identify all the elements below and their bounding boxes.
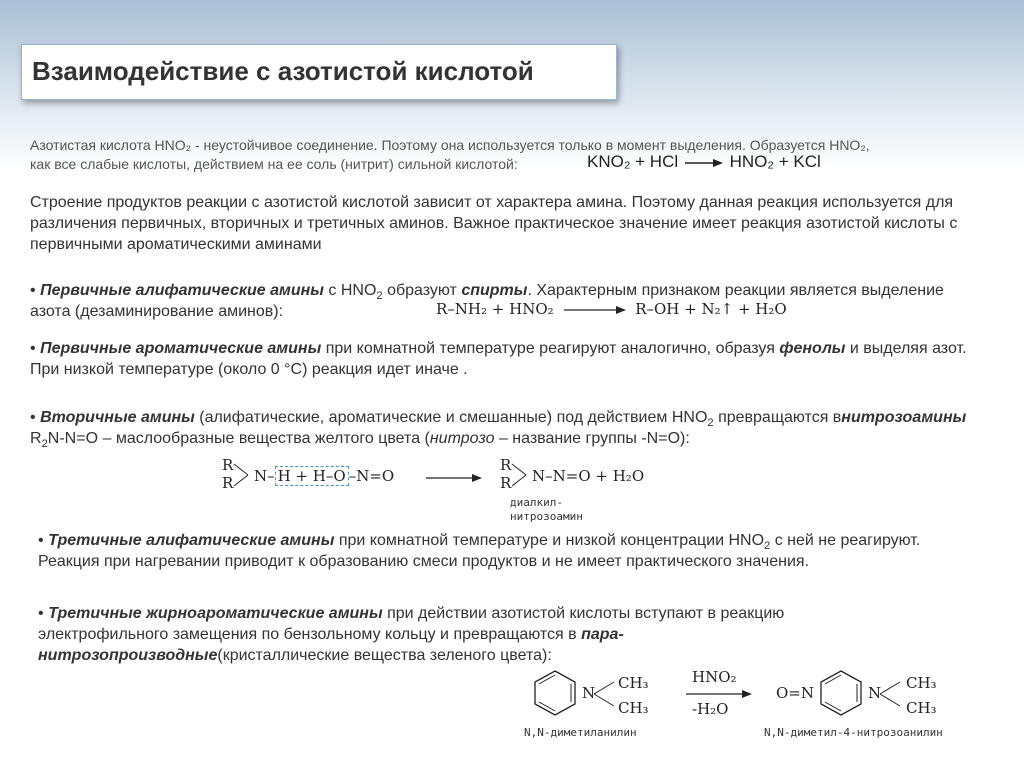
bullet: • — [38, 532, 44, 549]
term-tertiary-aliphatic: Третичные алифатические амины — [48, 532, 335, 549]
text: с ней не реагируют. Реакция при нагревании приводит к образованию смеси продуктов и не имеет практического значения. — [38, 532, 921, 570]
methyl-bottom-left: CH₃ — [618, 699, 649, 717]
methyl-top-right: CH₃ — [906, 674, 937, 692]
nitroso-group: O=N — [776, 684, 814, 702]
text: при комнатной температуре и низкой концентрации HNO — [334, 532, 765, 549]
bullet: • — [38, 605, 44, 622]
title-box — [21, 44, 617, 100]
structure-paragraph: Строение продуктов реакции с азотистой кислотой зависит от характера амина. Поэтому данная реакция используется для различения первичных, вторичных и третичных аминов. Важное практическое значение имеет реакция азотистой кислоты с первичными ароматическими аминами — [30, 194, 958, 253]
subscript: 2 — [41, 438, 48, 451]
text: превращаются в — [713, 409, 842, 426]
caption-dimethyl-nitrosoaniline: N,N-диметил-4-нитрозоанилин — [764, 726, 943, 739]
tertiary-aromatic-paragraph — [38, 603, 898, 666]
intro-line-2: как все слабые кислоты, действием на ее соль (нитрит) сильной кислотой: — [30, 156, 518, 172]
subscript: 2 — [707, 417, 714, 430]
intro-equation — [587, 152, 821, 172]
methyl-top-left: CH₃ — [618, 674, 649, 692]
secondary-amines-paragraph — [30, 407, 980, 449]
methyl-bottom-right: CH₃ — [906, 699, 937, 717]
text: образуют — [382, 282, 462, 299]
product-alcohols: спирты — [461, 282, 528, 299]
text: при действии азотистой кислоты вступают в реакцию электрофильного замещения по бензольному кольцу и превращаются в — [38, 605, 785, 643]
n-atom-right: N — [868, 684, 882, 702]
caption-dialkyl-nitrosoamine: диалкил- нитрозоамин — [510, 496, 583, 523]
methyl-bonds-icon — [878, 676, 904, 712]
r-group-label: R — [500, 474, 512, 492]
text: N-N=O – маслообразные вещества желтого цвета ( — [47, 430, 430, 447]
secondary-equation-right: N–N=O + H₂O — [532, 467, 645, 485]
bullet: • — [30, 282, 36, 299]
eliminated-water-box: H + H–O — [275, 466, 349, 486]
group-nitroso: нитрозо — [429, 430, 495, 447]
subscript: 2 — [376, 290, 383, 303]
reaction-arrow-icon — [684, 688, 756, 700]
subscript: 2 — [764, 540, 771, 553]
reagent-hno2: HNO₂ — [692, 668, 737, 686]
intro-text — [30, 136, 980, 174]
r-group-label: R — [222, 456, 234, 474]
r-group-label: R — [222, 474, 234, 492]
reaction-arrow-icon — [424, 472, 486, 484]
intro-line-1: Азотистая кислота HNO₂ - неустойчивое соединение. Поэтому она используется только в момент выделения. Образуется HNO₂, — [30, 137, 870, 153]
product-para-nitroso: пара-нитрозопроизводные — [38, 626, 624, 664]
reagent-minus-water: -H₂O — [692, 700, 729, 718]
text: с HNO — [323, 282, 377, 299]
term-tertiary-aromatic: Третичные жирноароматические амины — [48, 605, 383, 622]
text: при комнатной температуре реагируют аналогично, образуя — [321, 340, 780, 357]
text: – название группы -N=O): — [494, 430, 690, 447]
benzene-ring-icon — [816, 668, 866, 718]
r-group-label: R — [500, 456, 512, 474]
eq-part: –N=O — [348, 467, 395, 485]
term-secondary-amines: Вторичные амины — [40, 409, 195, 426]
text: и выделяя азот. При низкой температуре (около 0 °С) реакция идет иначе . — [30, 340, 967, 378]
eq-right: R–OH + N₂↑ + H₂O — [635, 300, 787, 318]
term-primary-aromatic: Первичные ароматические амины — [40, 340, 322, 357]
term-primary-aliphatic: Первичные алифатические амины — [40, 282, 324, 299]
text: R — [30, 430, 42, 447]
page-title: Взаимодействие с азотистой кислотой — [32, 56, 534, 86]
bullet: • — [30, 340, 36, 357]
text: (кристаллические вещества зеленого цвета): — [217, 647, 552, 664]
intro-eq-right: HNO₂ + KCl — [729, 152, 821, 171]
branch-bond-icon — [510, 462, 530, 488]
secondary-equation-left — [254, 467, 394, 485]
primary-aliphatic-equation — [436, 300, 787, 318]
caption-dimethylaniline: N,N-диметиланилин — [524, 726, 637, 739]
branch-bond-icon — [232, 462, 252, 488]
primary-aromatic-paragraph — [30, 338, 980, 380]
reaction-arrow-icon — [558, 304, 630, 316]
benzene-ring-icon — [530, 668, 580, 718]
bullet: • — [30, 409, 36, 426]
reaction-arrow-icon — [683, 157, 725, 169]
intro-eq-left: KNO₂ + HCl — [587, 152, 679, 171]
text: . Характерным признаком реакции является выделение азота (дезаминирование аминов): — [30, 282, 944, 320]
product-nitrosoamines: нитрозоамины — [841, 409, 967, 426]
methyl-bonds-icon — [592, 676, 618, 712]
text: (алифатические, ароматические и смешанные) под действием HNO — [194, 409, 708, 426]
eq-left: R–NH₂ + HNO₂ — [436, 300, 554, 318]
tertiary-aliphatic-paragraph — [38, 530, 968, 572]
n-atom-left: N — [582, 684, 596, 702]
eq-part: N– — [254, 467, 275, 485]
product-phenols: фенолы — [779, 340, 846, 357]
